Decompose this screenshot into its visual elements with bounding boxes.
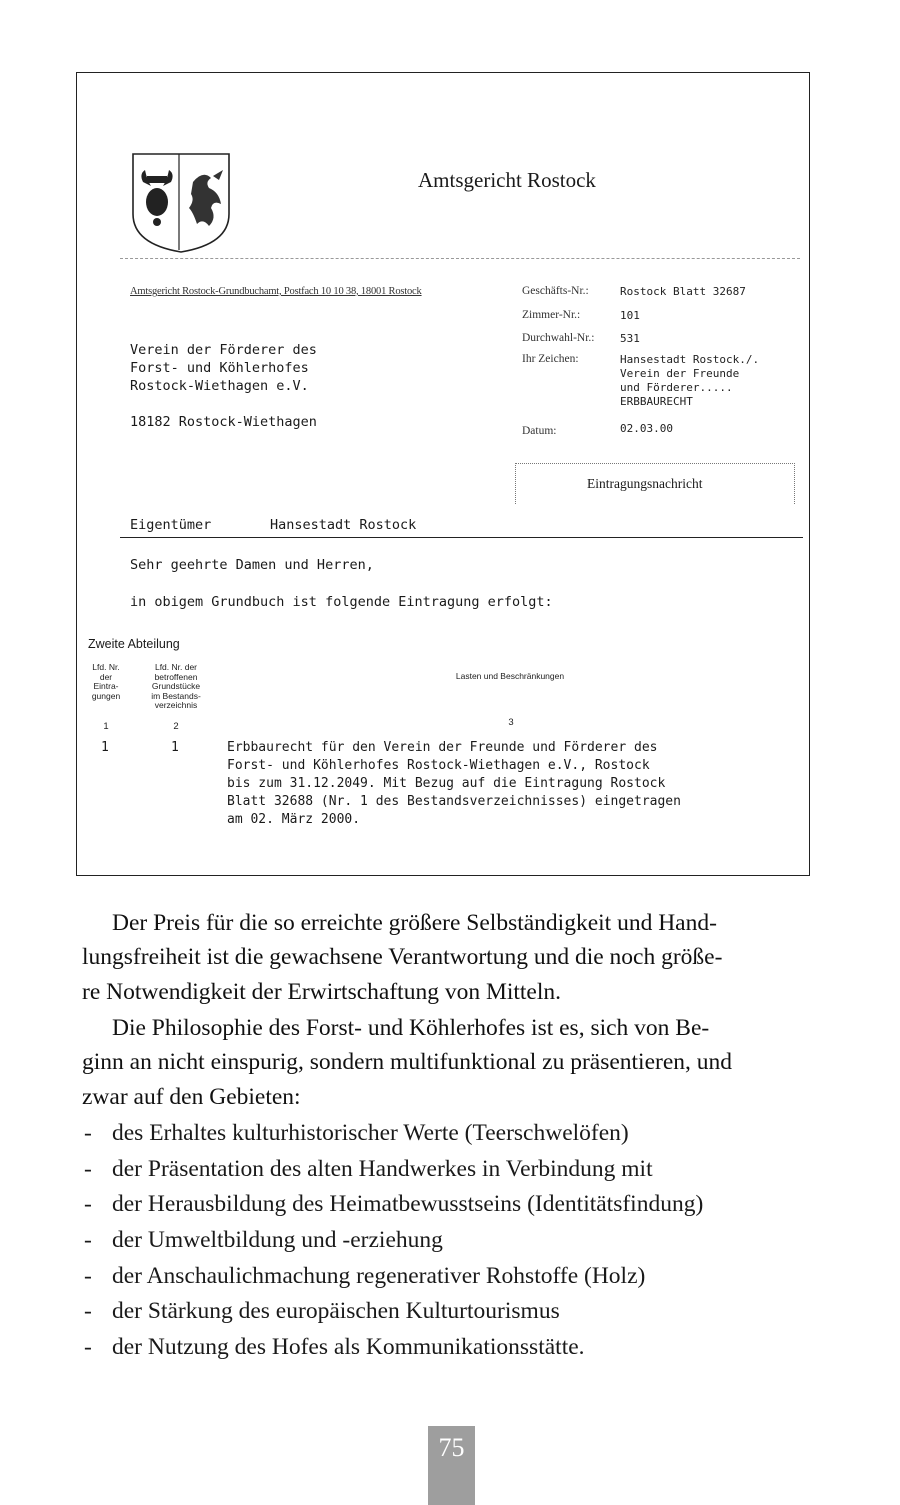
para2-line-3: zwar auf den Gebieten: <box>82 1084 301 1110</box>
row-plot-number: 1 <box>171 740 179 755</box>
owner-value: Hansestadt Rostock <box>270 517 417 533</box>
para1-line-2: lungsfreiheit ist die gewachsene Verantwortung und die noch größe- <box>82 944 723 970</box>
list-marker: - <box>84 1227 92 1253</box>
recipient-postal: 18182 Rostock-Wiethagen <box>130 414 317 430</box>
owner-divider <box>120 537 803 538</box>
meta-label-case-number: Geschäfts-Nr.: <box>522 285 589 297</box>
row-entry-text: Erbbaurecht für den Verein der Freunde und Förderer des Forst- und Köhlerhofes Rostock-Wiethagen e.V., Rostock bis zum 31.12.2049. Mit Bezug auf die Eintragung Rostock Blatt 32688 (Nr. 1 des Bestandsverzeichnisses) eingetragen am 02. März 2000. <box>227 740 681 827</box>
list-marker: - <box>84 1120 92 1146</box>
col-number-2: 2 <box>173 721 179 732</box>
col-header-plot-number: Lfd. Nr. der betroffenen Grundstücke im Bestands- verzeichnis <box>151 662 201 710</box>
list-item: der Nutzung des Hofes als Kommunikationsstätte. <box>112 1334 585 1360</box>
meta-label-room: Zimmer-Nr.: <box>522 309 581 321</box>
col-number-1: 1 <box>103 721 109 732</box>
recipient-line-3: Rostock-Wiethagen e.V. <box>130 378 309 394</box>
list-marker: - <box>84 1156 92 1182</box>
para1-line-3: re Notwendigkeit der Erwirtschaftung von Mitteln. <box>82 979 562 1005</box>
meta-value-extension: 531 <box>620 332 640 345</box>
section-title: Zweite Abteilung <box>88 637 180 651</box>
list-marker: - <box>84 1263 92 1289</box>
list-item: der Stärkung des europäischen Kulturtourismus <box>112 1298 560 1324</box>
list-item: der Präsentation des alten Handwerkes in Verbindung mit <box>112 1156 653 1182</box>
coat-of-arms-icon <box>131 152 231 254</box>
meta-value-case-number: Rostock Blatt 32687 <box>620 285 746 298</box>
list-item: der Herausbildung des Heimatbewusstseins (Identitätsfindung) <box>112 1191 704 1217</box>
meta-value-room: 101 <box>620 309 640 322</box>
list-item: der Anschaulichmachung regenerativer Rohstoffe (Holz) <box>112 1263 646 1289</box>
page-number: 75 <box>428 1426 475 1505</box>
header-divider <box>120 258 800 259</box>
para2-line-2: ginn an nicht einspurig, sondern multifunktional zu präsentieren, und <box>82 1049 733 1075</box>
list-item: des Erhaltes kulturhistorischer Werte (Teerschwelöfen) <box>112 1120 629 1146</box>
col-header-charges: Lasten und Beschränkungen <box>455 671 565 681</box>
col-number-3: 3 <box>508 717 514 728</box>
list-marker: - <box>84 1298 92 1324</box>
meta-label-date: Datum: <box>522 425 557 437</box>
meta-value-date: 02.03.00 <box>620 422 673 435</box>
notice-title: Eintragungsnachricht <box>587 476 703 491</box>
owner-label: Eigentümer <box>130 517 212 533</box>
meta-value-your-reference: Hansestadt Rostock./. Verein der Freunde und Förderer..... ERBBAURECHT <box>620 353 760 408</box>
meta-label-extension: Durchwahl-Nr.: <box>522 332 595 344</box>
meta-label-your-reference: Ihr Zeichen: <box>522 353 579 365</box>
para1-line-1: Der Preis für die so erreichte größere Selbständigkeit und Hand- <box>112 910 717 936</box>
para2-line-1: Die Philosophie des Forst- und Köhlerhofes ist es, sich von Be- <box>112 1015 710 1041</box>
col-header-entry-number: Lfd. Nr. der Eintra- gungen <box>91 662 121 701</box>
list-marker: - <box>84 1334 92 1360</box>
list-item: der Umweltbildung und -erziehung <box>112 1227 443 1253</box>
row-entry-number: 1 <box>101 740 109 755</box>
recipient-line-2: Forst- und Köhlerhofes <box>130 360 309 376</box>
list-marker: - <box>84 1191 92 1217</box>
greeting: Sehr geehrte Damen und Herren, <box>130 557 374 573</box>
intro-text: in obigem Grundbuch ist folgende Eintragung erfolgt: <box>130 594 553 610</box>
sender-address-line: Amtsgericht Rostock-Grundbuchamt, Postfach 10 10 38, 18001 Rostock <box>130 286 422 297</box>
court-title: Amtsgericht Rostock <box>418 168 596 192</box>
recipient-line-1: Verein der Förderer des <box>130 342 317 358</box>
